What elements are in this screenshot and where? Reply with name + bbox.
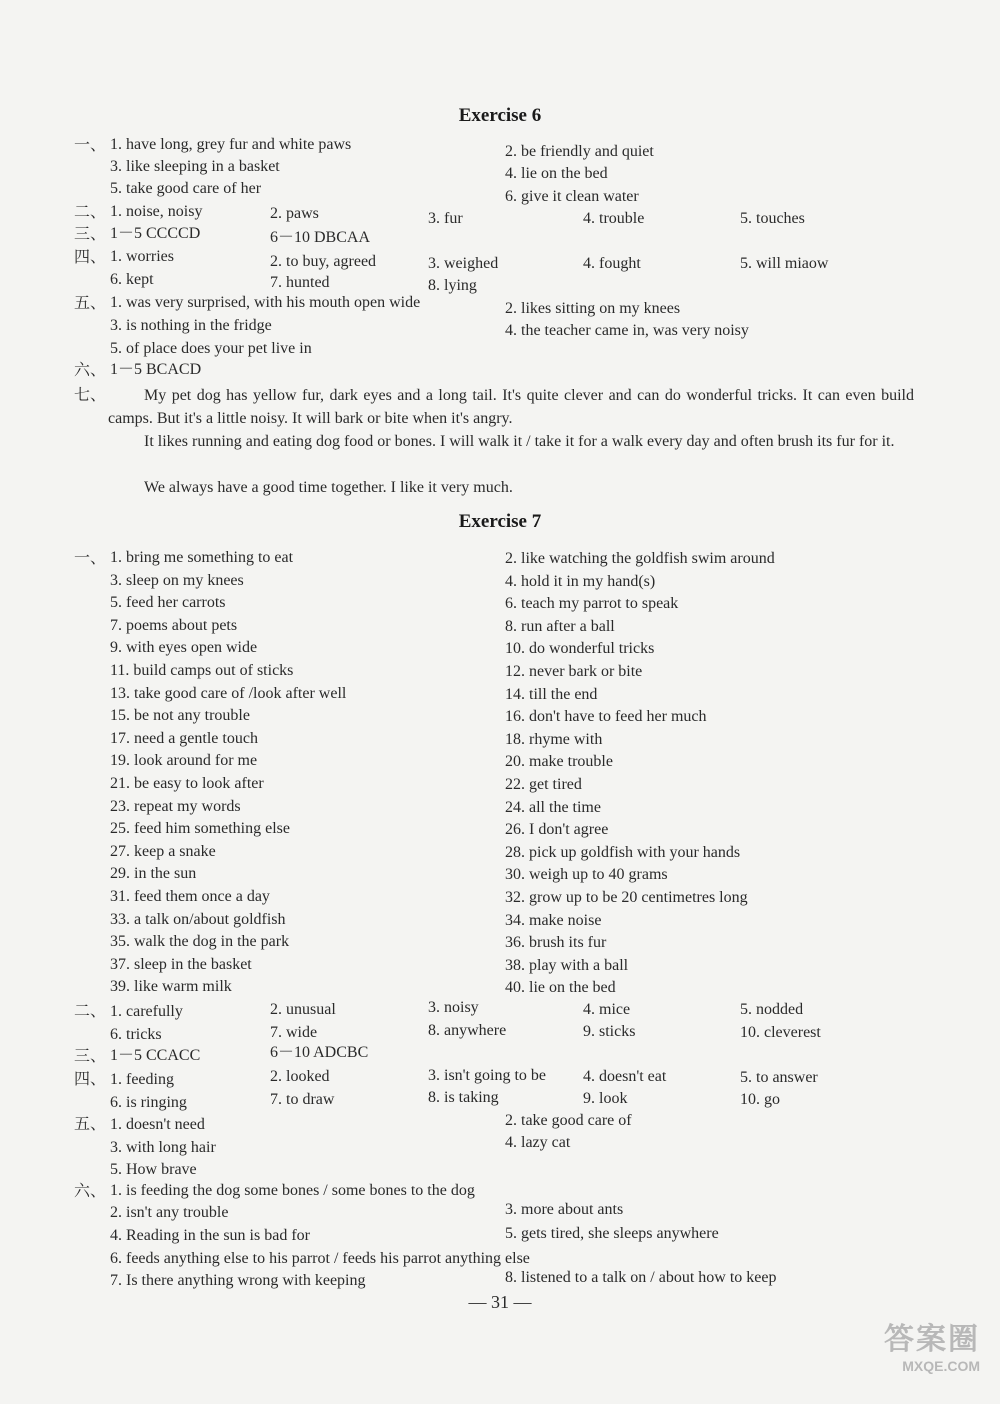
answer-item: 2. paws bbox=[270, 205, 319, 222]
section-marker: 六、 bbox=[74, 1181, 107, 1200]
answer-item: 8. listened to a talk on / about how to keep bbox=[505, 1269, 777, 1286]
answer-item: 3. is nothing in the fridge bbox=[110, 317, 272, 334]
section-marker: 一、 bbox=[74, 548, 107, 567]
answer-item: 2. looked bbox=[270, 1068, 330, 1085]
answer-item: 3. noisy bbox=[428, 999, 479, 1016]
answer-item: 8. lying bbox=[428, 277, 477, 294]
answer-item: 7. wide bbox=[270, 1024, 318, 1041]
section-marker: 一、 bbox=[74, 135, 107, 154]
answer-item: 1. feeding bbox=[110, 1071, 174, 1088]
exercise-7-title: Exercise 7 bbox=[458, 511, 542, 532]
answer-item: 1. have long, grey fur and white paws bbox=[110, 136, 352, 153]
watermark-logo bbox=[884, 1314, 980, 1374]
answer-item: 4. lazy cat bbox=[505, 1134, 571, 1151]
composition-paragraph: We always have a good time together. I like it very much. bbox=[144, 479, 513, 496]
answer-item: 10. go bbox=[740, 1091, 780, 1108]
answer-item: 13. take good care of /look after well bbox=[110, 685, 347, 702]
answer-item: 1. worries bbox=[110, 248, 174, 265]
answer-item: 1. carefully bbox=[110, 1003, 183, 1020]
answer-item: 19. look around for me bbox=[110, 752, 258, 769]
answer-item: 1. bring me something to eat bbox=[110, 549, 294, 566]
answer-item: 6－10 ADCBC bbox=[270, 1044, 369, 1061]
answer-item: 5. take good care of her bbox=[110, 180, 262, 197]
answer-item: 8. run after a ball bbox=[505, 618, 615, 635]
answer-item: 34. make noise bbox=[505, 912, 602, 929]
answer-item: 7. hunted bbox=[270, 274, 330, 291]
exercise-6-title: Exercise 6 bbox=[458, 105, 542, 126]
answer-item: 12. never bark or bite bbox=[505, 663, 643, 680]
section-marker: 三、 bbox=[74, 1046, 107, 1065]
answer-item: 2. unusual bbox=[270, 1001, 336, 1018]
answer-item: 5. touches bbox=[740, 210, 805, 227]
answer-item: 5. gets tired, she sleeps anywhere bbox=[505, 1225, 719, 1242]
composition-paragraph: It likes running and eating dog food or bones. I will walk it / take it for a walk every day and often brush its fur for it. bbox=[144, 433, 895, 450]
answer-item: 18. rhyme with bbox=[505, 731, 603, 748]
answer-item: 1－5 CCCCD bbox=[110, 225, 201, 242]
answer-item: 20. make trouble bbox=[505, 753, 613, 770]
answer-item: 14. till the end bbox=[505, 686, 598, 703]
answer-item: 2. be friendly and quiet bbox=[505, 143, 654, 160]
section-marker: 五、 bbox=[74, 1114, 107, 1133]
section-marker: 六、 bbox=[74, 360, 107, 379]
answer-item: 3. with long hair bbox=[110, 1139, 216, 1156]
answer-item: 39. like warm milk bbox=[110, 978, 232, 995]
answer-item: 3. more about ants bbox=[505, 1201, 624, 1218]
answer-item: 38. play with a ball bbox=[505, 957, 629, 974]
answer-item: 5. feed her carrots bbox=[110, 594, 226, 611]
answer-item: 37. sleep in the basket bbox=[110, 956, 252, 973]
answer-item: 26. I don't agree bbox=[505, 821, 609, 838]
answer-item: 16. don't have to feed her much bbox=[505, 708, 707, 725]
answer-item: 9. sticks bbox=[583, 1023, 636, 1040]
answer-item: 3. weighed bbox=[428, 255, 499, 272]
answer-item: 3. isn't going to be bbox=[428, 1067, 546, 1084]
answer-item: 35. walk the dog in the park bbox=[110, 933, 290, 950]
section-marker: 四、 bbox=[74, 247, 107, 266]
answer-item: 6－10 DBCAA bbox=[270, 229, 371, 246]
section-marker: 七、 bbox=[74, 385, 107, 404]
answer-item: 17. need a gentle touch bbox=[110, 730, 258, 747]
answer-item: 9. with eyes open wide bbox=[110, 639, 258, 656]
answer-item: 25. feed him something else bbox=[110, 820, 290, 837]
answer-item: 1. was very surprised, with his mouth open wide bbox=[110, 294, 421, 311]
answer-item: 10. cleverest bbox=[740, 1024, 821, 1041]
answer-item: 8. anywhere bbox=[428, 1022, 507, 1039]
answer-item: 1. noise, noisy bbox=[110, 203, 203, 220]
section-marker: 四、 bbox=[74, 1069, 107, 1088]
answer-item: 11. build camps out of sticks bbox=[110, 662, 294, 679]
answer-item: 6. kept bbox=[110, 271, 154, 288]
answer-item: 5. of place does your pet live in bbox=[110, 340, 312, 357]
answer-item: 30. weigh up to 40 grams bbox=[505, 866, 668, 883]
answer-item: 6. feeds anything else to his parrot / feeds his parrot anything else bbox=[110, 1250, 530, 1267]
answer-item: 3. fur bbox=[428, 210, 463, 227]
answer-item: 1－5 CCACC bbox=[110, 1047, 201, 1064]
answer-item: 7. Is there anything wrong with keeping bbox=[110, 1272, 366, 1289]
answer-item: 3. sleep on my knees bbox=[110, 572, 244, 589]
answer-item: 7. to draw bbox=[270, 1091, 335, 1108]
answer-item: 2. take good care of bbox=[505, 1112, 632, 1129]
answer-item: 27. keep a snake bbox=[110, 843, 216, 860]
answer-item: 40. lie on the bed bbox=[505, 979, 616, 996]
answer-item: 22. get tired bbox=[505, 776, 582, 793]
answer-item: 4. hold it in my hand(s) bbox=[505, 573, 656, 590]
answer-item: 4. lie on the bed bbox=[505, 165, 608, 182]
watermark-url: MXQE.COM bbox=[902, 1358, 980, 1374]
answer-item: 5. to answer bbox=[740, 1069, 818, 1086]
answer-item: 6. tricks bbox=[110, 1026, 162, 1043]
answer-item: 5. How brave bbox=[110, 1161, 197, 1178]
answer-item: 33. a talk on/about goldfish bbox=[110, 911, 286, 928]
answer-item: 1－5 BCACD bbox=[110, 361, 202, 378]
answer-item: 4. Reading in the sun is bad for bbox=[110, 1227, 310, 1244]
answer-item: 31. feed them once a day bbox=[110, 888, 270, 905]
answer-item: 32. grow up to be 20 centimetres long bbox=[505, 889, 748, 906]
answer-item: 3. like sleeping in a basket bbox=[110, 158, 280, 175]
answer-item: 7. poems about pets bbox=[110, 617, 238, 634]
answer-item: 8. is taking bbox=[428, 1089, 499, 1106]
answer-item: 4. fought bbox=[583, 255, 641, 272]
composition-paragraph: My pet dog has yellow fur, dark eyes and a long tail. It's quite clever and can do wonderful tricks. It can even build camps. But it's a little noisy. It will bark or bite when it's angry. bbox=[108, 387, 914, 427]
section-marker: 二、 bbox=[74, 202, 107, 221]
answer-item: 5. will miaow bbox=[740, 255, 829, 272]
answer-item: 4. trouble bbox=[583, 210, 645, 227]
answer-item: 4. mice bbox=[583, 1001, 631, 1018]
answer-item: 10. do wonderful tricks bbox=[505, 640, 655, 657]
answer-item: 28. pick up goldfish with your hands bbox=[505, 844, 741, 861]
answer-item: 6. give it clean water bbox=[505, 188, 639, 205]
section-marker: 二、 bbox=[74, 1001, 107, 1020]
answer-item: 5. nodded bbox=[740, 1001, 804, 1018]
answer-item: 6. is ringing bbox=[110, 1094, 187, 1111]
page-number: — 31 — bbox=[468, 1292, 532, 1312]
answer-item: 1. doesn't need bbox=[110, 1116, 205, 1133]
answer-item: 36. brush its fur bbox=[505, 934, 607, 951]
answer-item: 24. all the time bbox=[505, 799, 601, 816]
answer-item: 15. be not any trouble bbox=[110, 707, 250, 724]
answer-item: 2. likes sitting on my knees bbox=[505, 300, 681, 317]
answer-item: 21. be easy to look after bbox=[110, 775, 264, 792]
answer-item: 6. teach my parrot to speak bbox=[505, 595, 679, 612]
answer-item: 23. repeat my words bbox=[110, 798, 241, 815]
answer-item: 1. is feeding the dog some bones / some bones to the dog bbox=[110, 1182, 475, 1199]
section-marker: 三、 bbox=[74, 224, 107, 243]
answer-item: 9. look bbox=[583, 1090, 628, 1107]
answer-item: 2. to buy, agreed bbox=[270, 253, 377, 270]
section-marker: 五、 bbox=[74, 293, 107, 312]
answer-item: 4. the teacher came in, was very noisy bbox=[505, 322, 749, 339]
answer-item: 2. isn't any trouble bbox=[110, 1204, 229, 1221]
answer-item: 4. doesn't eat bbox=[583, 1068, 667, 1085]
answer-item: 29. in the sun bbox=[110, 865, 197, 882]
answer-item: 2. like watching the goldfish swim around bbox=[505, 550, 775, 567]
watermark-text: 答案圈 bbox=[884, 1323, 980, 1356]
